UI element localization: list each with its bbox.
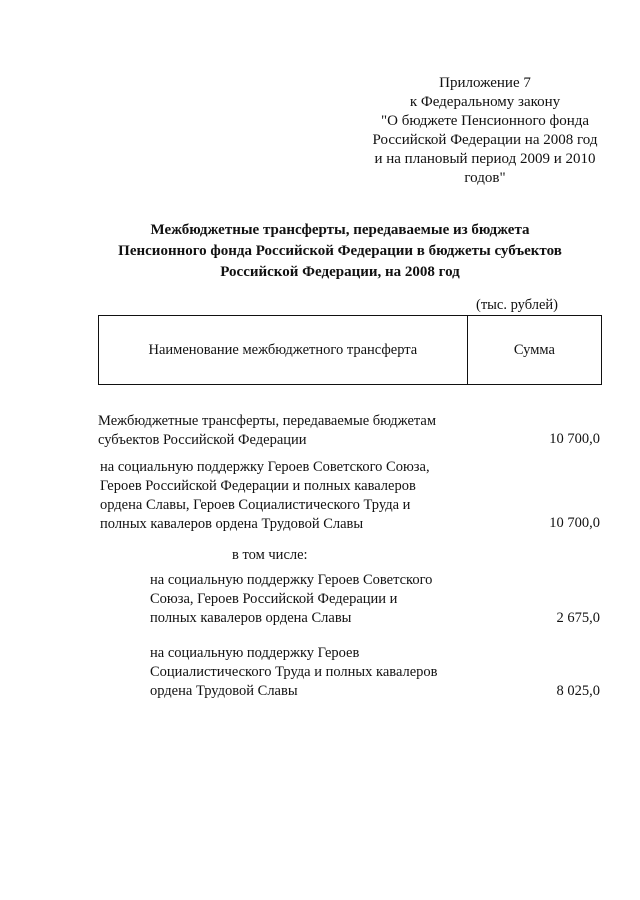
title-line: Российской Федерации, на 2008 год bbox=[220, 264, 460, 280]
row-amount: 8 025,0 bbox=[556, 683, 600, 699]
table-row bbox=[98, 412, 436, 450]
row-text-line: Межбюджетные трансферты, передаваемые бюджетам bbox=[98, 413, 437, 429]
units-label: (тыс. рублей) bbox=[476, 297, 558, 313]
title-line: Межбюджетные трансферты, передаваемые из бюджета bbox=[150, 222, 530, 238]
annex-line: Российской Федерации на 2008 год bbox=[372, 132, 598, 148]
header-name-cell: Наименование межбюджетного трансферта bbox=[99, 316, 468, 385]
row-text-line: на социальную поддержку Героев Советского bbox=[150, 572, 433, 588]
row-text-line: Социалистического Труда и полных кавалеров bbox=[150, 664, 438, 680]
table-row bbox=[150, 644, 438, 701]
row-text-line: на социальную поддержку Героев Советского Союза, bbox=[100, 459, 430, 475]
annex-line: к Федеральному закону bbox=[409, 94, 561, 110]
annex-line: годов" bbox=[464, 170, 506, 186]
title-line: Пенсионного фонда Российской Федерации в бюджеты субъектов bbox=[118, 243, 562, 259]
row-amount: 10 700,0 bbox=[549, 515, 600, 531]
row-text-line: полных кавалеров ордена Славы bbox=[150, 610, 352, 626]
row-text-line: ордена Трудовой Славы bbox=[150, 683, 298, 699]
row-text-line: в том числе: bbox=[232, 547, 308, 563]
table-row bbox=[100, 458, 430, 534]
row-amount: 2 675,0 bbox=[556, 610, 600, 626]
row-text-line: субъектов Российской Федерации bbox=[98, 432, 307, 448]
annex-reference bbox=[340, 74, 630, 188]
row-text-line: полных кавалеров ордена Трудовой Славы bbox=[100, 516, 364, 532]
row-text-line: ордена Славы, Героев Социалистического Труда и bbox=[100, 497, 411, 513]
annex-line: "О бюджете Пенсионного фонда bbox=[380, 113, 590, 129]
annex-line: и на плановый период 2009 и 2010 bbox=[374, 151, 596, 167]
row-text-line: Союза, Героев Российской Федерации и bbox=[150, 591, 398, 607]
table-row bbox=[150, 571, 432, 628]
row-text-line: Героев Российской Федерации и полных кавалеров bbox=[100, 478, 416, 494]
table-header bbox=[98, 315, 602, 385]
header-sum-cell: Сумма bbox=[467, 316, 601, 385]
document-title bbox=[90, 220, 590, 283]
row-text-line: на социальную поддержку Героев bbox=[150, 645, 360, 661]
row-amount: 10 700,0 bbox=[549, 431, 600, 447]
subheading-row bbox=[232, 546, 308, 565]
annex-line: Приложение 7 bbox=[439, 75, 531, 91]
